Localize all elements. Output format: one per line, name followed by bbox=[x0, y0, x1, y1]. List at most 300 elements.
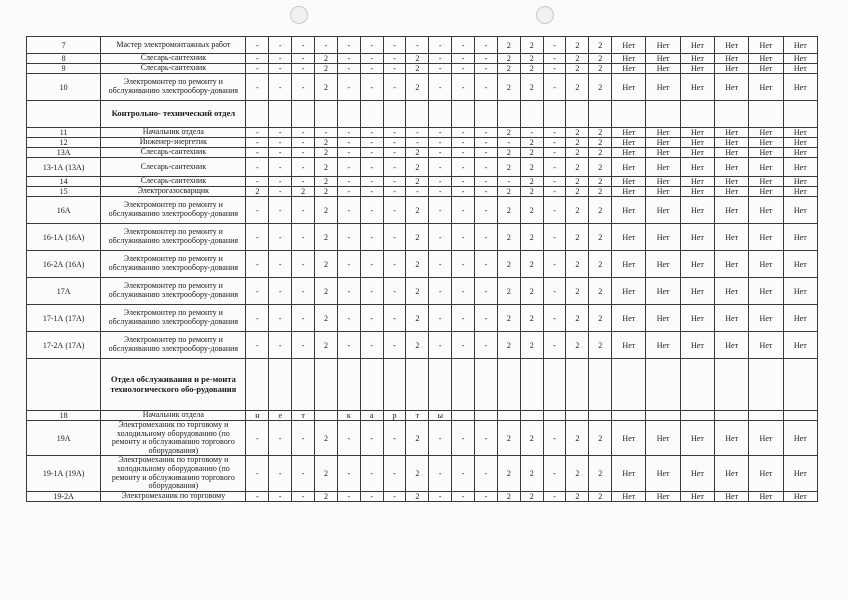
value-cell: 2 bbox=[566, 74, 589, 101]
value-cell: 2 bbox=[566, 224, 589, 251]
value-cell: - bbox=[452, 37, 475, 54]
value-cell: - bbox=[246, 177, 269, 187]
value-cell: - bbox=[292, 421, 315, 456]
value-cell: - bbox=[292, 251, 315, 278]
value-cell: - bbox=[452, 148, 475, 158]
value-cell: - bbox=[383, 224, 406, 251]
empty-cell bbox=[612, 101, 646, 128]
value-cell: 2 bbox=[497, 64, 520, 74]
value-cell: Нет bbox=[646, 37, 680, 54]
value-cell: - bbox=[269, 128, 292, 138]
value-cell: Нет bbox=[646, 305, 680, 332]
empty-cell bbox=[360, 101, 383, 128]
value-cell: т bbox=[406, 411, 429, 421]
value-cell: - bbox=[383, 278, 406, 305]
value-cell: - bbox=[497, 177, 520, 187]
value-cell: - bbox=[543, 224, 566, 251]
value-cell: 2 bbox=[520, 54, 543, 64]
value-cell: - bbox=[383, 138, 406, 148]
value-cell: 2 bbox=[315, 278, 338, 305]
empty-cell bbox=[715, 101, 749, 128]
value-cell: - bbox=[269, 456, 292, 491]
value-cell: - bbox=[337, 305, 360, 332]
value-cell bbox=[543, 411, 566, 421]
value-cell: Нет bbox=[749, 278, 783, 305]
value-cell: Нет bbox=[715, 491, 749, 501]
value-cell: - bbox=[475, 158, 498, 177]
value-cell: - bbox=[360, 197, 383, 224]
value-cell: Нет bbox=[715, 278, 749, 305]
position-name-cell: Слесарь-сантехник bbox=[101, 158, 246, 177]
row-number-cell: 15 bbox=[27, 187, 101, 197]
value-cell: 2 bbox=[520, 224, 543, 251]
value-cell: - bbox=[520, 128, 543, 138]
value-cell bbox=[646, 411, 680, 421]
value-cell: - bbox=[360, 332, 383, 359]
value-cell: Нет bbox=[749, 37, 783, 54]
value-cell: Нет bbox=[715, 177, 749, 187]
empty-cell bbox=[452, 359, 475, 411]
table-row bbox=[27, 411, 818, 421]
value-cell bbox=[566, 411, 589, 421]
value-cell: 2 bbox=[589, 421, 612, 456]
table-row bbox=[27, 197, 818, 224]
value-cell: Нет bbox=[749, 305, 783, 332]
row-number-cell: 16-1А (16А) bbox=[27, 224, 101, 251]
value-cell: Нет bbox=[680, 148, 714, 158]
value-cell: Нет bbox=[680, 278, 714, 305]
value-cell: 2 bbox=[497, 74, 520, 101]
value-cell: Нет bbox=[749, 456, 783, 491]
value-cell: 2 bbox=[566, 305, 589, 332]
value-cell: - bbox=[543, 74, 566, 101]
value-cell bbox=[452, 411, 475, 421]
value-cell: Нет bbox=[749, 251, 783, 278]
value-cell: Нет bbox=[680, 305, 714, 332]
value-cell: Нет bbox=[646, 158, 680, 177]
value-cell: 2 bbox=[315, 148, 338, 158]
value-cell: 2 bbox=[315, 177, 338, 187]
row-number-cell: 10 bbox=[27, 74, 101, 101]
value-cell: - bbox=[246, 197, 269, 224]
value-cell: - bbox=[292, 305, 315, 332]
position-name-cell: Электромеханик по торговому bbox=[101, 491, 246, 501]
value-cell: 2 bbox=[520, 456, 543, 491]
empty-cell bbox=[566, 101, 589, 128]
value-cell: Нет bbox=[783, 305, 817, 332]
value-cell: - bbox=[429, 224, 452, 251]
value-cell: Нет bbox=[646, 177, 680, 187]
empty-cell bbox=[543, 359, 566, 411]
empty-cell bbox=[429, 101, 452, 128]
value-cell: Нет bbox=[749, 64, 783, 74]
value-cell: 2 bbox=[566, 37, 589, 54]
value-cell: - bbox=[246, 128, 269, 138]
position-name-cell: Электромонтер по ремонту и обслуживанию электрообору-дования bbox=[101, 74, 246, 101]
value-cell: Нет bbox=[680, 332, 714, 359]
empty-cell bbox=[520, 359, 543, 411]
empty-cell bbox=[566, 359, 589, 411]
value-cell: Нет bbox=[612, 187, 646, 197]
value-cell: 2 bbox=[566, 332, 589, 359]
empty-cell bbox=[589, 359, 612, 411]
value-cell: Нет bbox=[680, 138, 714, 148]
value-cell: 2 bbox=[520, 187, 543, 197]
value-cell: Нет bbox=[646, 197, 680, 224]
value-cell: - bbox=[543, 278, 566, 305]
row-number-cell: 16А bbox=[27, 197, 101, 224]
value-cell: - bbox=[429, 421, 452, 456]
table-row bbox=[27, 64, 818, 74]
value-cell: Нет bbox=[783, 187, 817, 197]
empty-cell bbox=[360, 359, 383, 411]
value-cell: 2 bbox=[520, 64, 543, 74]
empty-cell bbox=[315, 101, 338, 128]
value-cell: - bbox=[360, 138, 383, 148]
value-cell: 2 bbox=[406, 74, 429, 101]
table-row bbox=[27, 177, 818, 187]
value-cell: 2 bbox=[406, 421, 429, 456]
value-cell: Нет bbox=[783, 138, 817, 148]
position-name-cell: Инженер-энергетик bbox=[101, 138, 246, 148]
value-cell: - bbox=[429, 197, 452, 224]
value-cell: - bbox=[292, 456, 315, 491]
row-number-cell: 9 bbox=[27, 64, 101, 74]
value-cell: - bbox=[383, 37, 406, 54]
empty-cell bbox=[337, 359, 360, 411]
value-cell: - bbox=[269, 305, 292, 332]
value-cell: 2 bbox=[520, 421, 543, 456]
value-cell: - bbox=[383, 64, 406, 74]
value-cell: - bbox=[246, 278, 269, 305]
value-cell: - bbox=[429, 37, 452, 54]
value-cell: 2 bbox=[520, 251, 543, 278]
value-cell: - bbox=[475, 491, 498, 501]
value-cell bbox=[749, 411, 783, 421]
empty-cell bbox=[406, 359, 429, 411]
value-cell: - bbox=[246, 305, 269, 332]
value-cell: - bbox=[452, 187, 475, 197]
value-cell: Нет bbox=[612, 224, 646, 251]
value-cell: - bbox=[337, 54, 360, 64]
empty-cell bbox=[543, 101, 566, 128]
value-cell: 2 bbox=[406, 251, 429, 278]
value-cell: 2 bbox=[315, 332, 338, 359]
value-cell: - bbox=[337, 491, 360, 501]
value-cell: Нет bbox=[715, 148, 749, 158]
value-cell: к bbox=[337, 411, 360, 421]
value-cell: Нет bbox=[612, 177, 646, 187]
table-row bbox=[27, 187, 818, 197]
value-cell bbox=[715, 411, 749, 421]
table-row bbox=[27, 148, 818, 158]
value-cell: - bbox=[429, 64, 452, 74]
value-cell: - bbox=[292, 177, 315, 187]
value-cell: - bbox=[383, 456, 406, 491]
value-cell: - bbox=[269, 224, 292, 251]
table-row bbox=[27, 332, 818, 359]
value-cell: - bbox=[452, 456, 475, 491]
empty-cell bbox=[315, 359, 338, 411]
value-cell: - bbox=[292, 332, 315, 359]
value-cell: - bbox=[337, 421, 360, 456]
value-cell: т bbox=[292, 411, 315, 421]
value-cell: Нет bbox=[612, 138, 646, 148]
value-cell: - bbox=[269, 138, 292, 148]
value-cell: - bbox=[452, 74, 475, 101]
position-name-cell: Электрогазосварщик bbox=[101, 187, 246, 197]
value-cell: - bbox=[246, 158, 269, 177]
row-number-cell: 16-2А (16А) bbox=[27, 251, 101, 278]
value-cell: 2 bbox=[566, 177, 589, 187]
value-cell: - bbox=[269, 187, 292, 197]
value-cell: 2 bbox=[520, 197, 543, 224]
table-row bbox=[27, 128, 818, 138]
value-cell: - bbox=[360, 278, 383, 305]
empty-cell bbox=[589, 101, 612, 128]
value-cell: - bbox=[292, 278, 315, 305]
value-cell: Нет bbox=[612, 128, 646, 138]
value-cell: - bbox=[269, 421, 292, 456]
value-cell: 2 bbox=[589, 491, 612, 501]
value-cell: - bbox=[452, 138, 475, 148]
value-cell: - bbox=[360, 128, 383, 138]
value-cell: Нет bbox=[680, 224, 714, 251]
value-cell: - bbox=[475, 332, 498, 359]
value-cell: - bbox=[337, 64, 360, 74]
value-cell: - bbox=[543, 177, 566, 187]
value-cell: Нет bbox=[749, 128, 783, 138]
value-cell: Нет bbox=[680, 64, 714, 74]
value-cell: - bbox=[429, 128, 452, 138]
value-cell: Нет bbox=[749, 148, 783, 158]
position-name-cell: Слесарь-сантехник bbox=[101, 148, 246, 158]
row-number-cell: 17А bbox=[27, 278, 101, 305]
value-cell: Нет bbox=[715, 74, 749, 101]
value-cell: Нет bbox=[646, 74, 680, 101]
value-cell: 2 bbox=[566, 456, 589, 491]
empty-cell bbox=[749, 101, 783, 128]
value-cell: - bbox=[292, 128, 315, 138]
value-cell: 2 bbox=[520, 158, 543, 177]
value-cell: - bbox=[383, 177, 406, 187]
value-cell: - bbox=[360, 37, 383, 54]
value-cell: Нет bbox=[612, 54, 646, 64]
value-cell: Нет bbox=[783, 64, 817, 74]
value-cell bbox=[680, 411, 714, 421]
value-cell: 2 bbox=[520, 177, 543, 187]
value-cell: - bbox=[337, 128, 360, 138]
value-cell: - bbox=[337, 456, 360, 491]
value-cell: - bbox=[452, 177, 475, 187]
value-cell: - bbox=[429, 491, 452, 501]
empty-cell bbox=[646, 101, 680, 128]
value-cell: - bbox=[269, 491, 292, 501]
value-cell: 2 bbox=[406, 456, 429, 491]
value-cell: - bbox=[292, 138, 315, 148]
empty-cell bbox=[680, 101, 714, 128]
value-cell: - bbox=[337, 224, 360, 251]
value-cell: - bbox=[543, 251, 566, 278]
value-cell: - bbox=[337, 37, 360, 54]
value-cell: Нет bbox=[680, 456, 714, 491]
value-cell: - bbox=[337, 251, 360, 278]
value-cell: Нет bbox=[783, 456, 817, 491]
row-number-cell: 13А bbox=[27, 148, 101, 158]
value-cell: 2 bbox=[589, 64, 612, 74]
value-cell: - bbox=[475, 224, 498, 251]
value-cell: - bbox=[452, 158, 475, 177]
value-cell: 2 bbox=[497, 421, 520, 456]
table-row bbox=[27, 54, 818, 64]
value-cell: - bbox=[383, 128, 406, 138]
value-cell: - bbox=[475, 456, 498, 491]
value-cell: - bbox=[360, 491, 383, 501]
value-cell: - bbox=[452, 278, 475, 305]
table-body bbox=[27, 37, 818, 502]
value-cell: Нет bbox=[783, 491, 817, 501]
value-cell: 2 bbox=[315, 251, 338, 278]
value-cell: Нет bbox=[612, 251, 646, 278]
value-cell: Нет bbox=[749, 332, 783, 359]
value-cell: - bbox=[429, 187, 452, 197]
value-cell: Нет bbox=[612, 491, 646, 501]
value-cell: - bbox=[543, 54, 566, 64]
value-cell bbox=[315, 411, 338, 421]
value-cell: - bbox=[383, 148, 406, 158]
value-cell: Нет bbox=[783, 158, 817, 177]
value-cell: - bbox=[337, 148, 360, 158]
value-cell: Нет bbox=[715, 197, 749, 224]
value-cell: - bbox=[452, 491, 475, 501]
value-cell: 2 bbox=[315, 305, 338, 332]
value-cell: - bbox=[360, 148, 383, 158]
value-cell: Нет bbox=[646, 491, 680, 501]
value-cell: - bbox=[475, 54, 498, 64]
value-cell: - bbox=[543, 148, 566, 158]
value-cell: 2 bbox=[589, 224, 612, 251]
value-cell: - bbox=[292, 74, 315, 101]
value-cell: Нет bbox=[680, 421, 714, 456]
empty-cell bbox=[475, 359, 498, 411]
empty-cell bbox=[646, 359, 680, 411]
value-cell: 2 bbox=[406, 148, 429, 158]
value-cell: Нет bbox=[680, 491, 714, 501]
row-number-cell: 17-1А (17А) bbox=[27, 305, 101, 332]
value-cell: р bbox=[383, 411, 406, 421]
value-cell: - bbox=[337, 332, 360, 359]
value-cell: - bbox=[315, 128, 338, 138]
value-cell: - bbox=[360, 74, 383, 101]
value-cell: - bbox=[292, 37, 315, 54]
row-number-cell: 17-2А (17А) bbox=[27, 332, 101, 359]
value-cell: Нет bbox=[783, 74, 817, 101]
value-cell: - bbox=[360, 64, 383, 74]
value-cell: н bbox=[246, 411, 269, 421]
value-cell: - bbox=[292, 148, 315, 158]
value-cell: Нет bbox=[680, 54, 714, 64]
value-cell: 2 bbox=[406, 224, 429, 251]
table-row bbox=[27, 421, 818, 456]
row-number-cell: 8 bbox=[27, 54, 101, 64]
position-name-cell: Слесарь-сантехник bbox=[101, 64, 246, 74]
value-cell: Нет bbox=[749, 187, 783, 197]
value-cell: 2 bbox=[315, 54, 338, 64]
value-cell: Нет bbox=[783, 37, 817, 54]
table-row bbox=[27, 456, 818, 491]
value-cell: 2 bbox=[589, 148, 612, 158]
empty-cell bbox=[337, 101, 360, 128]
value-cell: - bbox=[360, 158, 383, 177]
value-cell: 2 bbox=[315, 224, 338, 251]
value-cell: - bbox=[452, 332, 475, 359]
value-cell: - bbox=[337, 158, 360, 177]
value-cell: Нет bbox=[715, 128, 749, 138]
value-cell: Нет bbox=[646, 128, 680, 138]
value-cell: - bbox=[246, 64, 269, 74]
value-cell: а bbox=[360, 411, 383, 421]
value-cell: - bbox=[292, 491, 315, 501]
value-cell: 2 bbox=[406, 305, 429, 332]
position-name-cell: Электромонтер по ремонту и обслуживанию электрообору-дования bbox=[101, 197, 246, 224]
value-cell: 2 bbox=[566, 128, 589, 138]
value-cell: 2 bbox=[497, 148, 520, 158]
value-cell: - bbox=[475, 37, 498, 54]
row-number-cell: 7 bbox=[27, 37, 101, 54]
value-cell: - bbox=[475, 177, 498, 187]
value-cell: Нет bbox=[715, 37, 749, 54]
value-cell: - bbox=[246, 421, 269, 456]
value-cell: 2 bbox=[589, 158, 612, 177]
empty-cell bbox=[497, 359, 520, 411]
value-cell: 2 bbox=[406, 64, 429, 74]
value-cell: 2 bbox=[566, 421, 589, 456]
value-cell: - bbox=[452, 251, 475, 278]
value-cell: Нет bbox=[749, 138, 783, 148]
value-cell: - bbox=[497, 138, 520, 148]
value-cell: - bbox=[337, 74, 360, 101]
value-cell: 2 bbox=[566, 138, 589, 148]
value-cell: Нет bbox=[715, 456, 749, 491]
value-cell: - bbox=[543, 491, 566, 501]
empty-cell bbox=[429, 359, 452, 411]
empty-cell bbox=[383, 359, 406, 411]
value-cell: - bbox=[429, 148, 452, 158]
value-cell: - bbox=[429, 251, 452, 278]
value-cell: - bbox=[452, 224, 475, 251]
value-cell: 2 bbox=[315, 197, 338, 224]
value-cell: 2 bbox=[566, 187, 589, 197]
row-number-cell bbox=[27, 101, 101, 128]
value-cell: 2 bbox=[566, 251, 589, 278]
value-cell: Нет bbox=[715, 54, 749, 64]
value-cell: - bbox=[337, 187, 360, 197]
value-cell: Нет bbox=[646, 332, 680, 359]
value-cell: 2 bbox=[315, 456, 338, 491]
value-cell: - bbox=[406, 128, 429, 138]
empty-cell bbox=[269, 101, 292, 128]
value-cell: Нет bbox=[612, 148, 646, 158]
value-cell: 2 bbox=[520, 37, 543, 54]
value-cell: - bbox=[452, 197, 475, 224]
section-row bbox=[27, 359, 818, 411]
value-cell: Нет bbox=[612, 421, 646, 456]
value-cell: Нет bbox=[715, 421, 749, 456]
value-cell: 2 bbox=[497, 332, 520, 359]
row-number-cell: 14 bbox=[27, 177, 101, 187]
value-cell: - bbox=[543, 138, 566, 148]
value-cell: Нет bbox=[646, 421, 680, 456]
